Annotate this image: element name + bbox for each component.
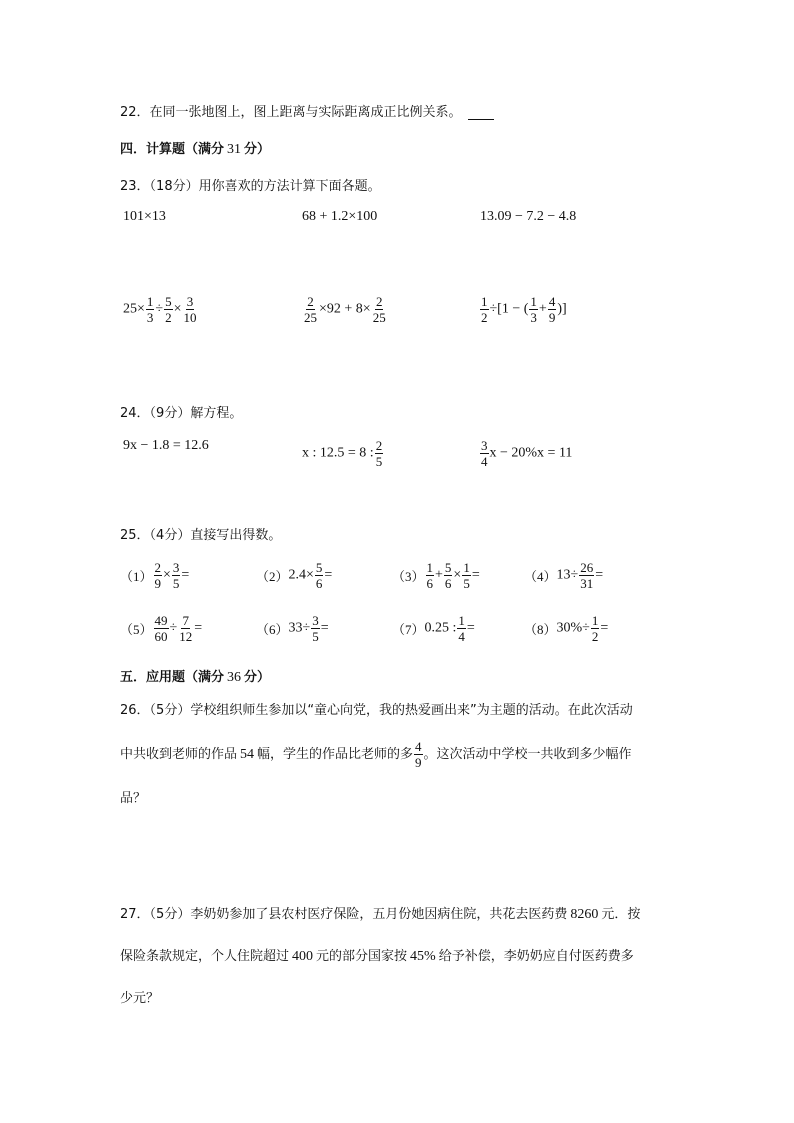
q25-item-6: （6）33÷ $\frac{3}{5}$ =: [256, 613, 329, 644]
q23-expression-3: 13.09 − 7.2 − 4.8: [480, 209, 577, 224]
q25-item-3: （3） $\frac{1}{6}$ + $\frac{5}{6}$ × $\frac{1}{5}$ =: [392, 560, 480, 591]
q25-item-8: （8）30%÷ $\frac{1}{2}$ =: [524, 613, 609, 644]
q25-item-2: （2）2.4× $\frac{5}{6}$ =: [256, 560, 333, 591]
q27-line-3: 少元？: [120, 991, 160, 1006]
q25-item-5: （5） $\frac{49}{60}$ ÷ $\frac{7}{12}$ =: [120, 613, 203, 644]
q24-equation-2: x : 12.5 = 8 : $\frac{2}{5}$: [302, 438, 383, 469]
q23-expression-4: 25× $\frac{1}{3}$ ÷ $\frac{5}{2}$ × $\frac{3}{10}$: [123, 294, 197, 325]
question-22: [120, 101, 494, 120]
q24-equation-3: $\frac{3}{4}$ x − 20%x = 11: [481, 438, 573, 469]
q26-line-1: 26．（5分）学校组织师生参加以“童心向党，我的热爱画出来”为主题的活动。在此次活动: [120, 703, 633, 718]
answer-blank[interactable]: [468, 107, 494, 120]
q25-item-4: （4）13÷ $\frac{26}{31}$ =: [524, 560, 604, 591]
q23-expression-5: $\frac{2}{25}$ ×92 + 8× $\frac{2}{25}$: [304, 294, 386, 325]
question-24-text: 24．（9分）解方程。: [120, 406, 243, 421]
q24-equation-1: 9x − 1.8 = 12.6: [123, 438, 209, 453]
q23-expression-1: 101×13: [123, 209, 166, 224]
section-5-heading: 五．应用题（满分 36 分）: [120, 670, 271, 685]
q23-expression-2: 68 + 1.2×100: [302, 209, 378, 224]
question-25-text: 25．（4分）直接写出得数。: [120, 528, 282, 543]
q23-expression-6: $\frac{1}{2}$ ÷[1 − ( $\frac{1}{3}$ + $\frac{4}{9}$ )]: [481, 294, 567, 325]
q25-item-7: （7）0.25 : $\frac{1}{4}$ =: [392, 613, 475, 644]
q27-line-1: 27．（5分）李奶奶参加了县农村医疗保险，五月份她因病住院，共花去医药费 8260 元．按: [120, 907, 641, 922]
q25-item-1: （1） $\frac{2}{9}$ × $\frac{3}{5}$ =: [120, 560, 190, 591]
question-26: [120, 690, 633, 820]
question-27: [120, 894, 640, 1020]
q26-line-3: 品？: [120, 791, 147, 806]
question-23-text: 23．（18分）用你喜欢的方法计算下面各题。: [120, 179, 381, 194]
q26-line-2: 中共收到老师的作品 54 幅，学生的作品比老师的多 $\frac{4}{9}$ 。这次活动中学校一共收到多少幅作: [120, 739, 632, 770]
section-4-heading: 四．计算题（满分 31 分）: [120, 142, 271, 157]
q27-line-2: 保险条款规定，个人住院超过 400 元的部分国家按 45% 给予补偿，李奶奶应自付医药费多: [120, 949, 634, 964]
question-22-text: 22．在同一张地图上，图上距离与实际距离成正比例关系。: [120, 105, 462, 120]
